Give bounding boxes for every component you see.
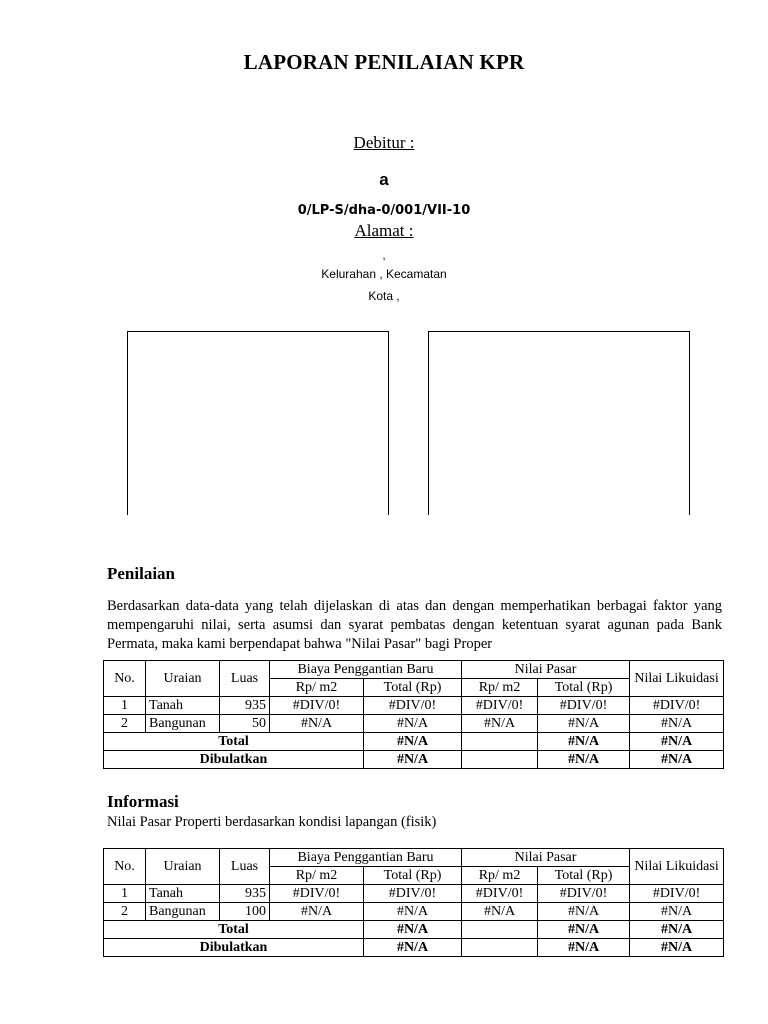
cell-np-total: #N/A [538,715,630,733]
cell-no: 1 [104,885,146,903]
cell-likuidasi: #N/A [630,903,724,921]
cell-bpb-total: #DIV/0! [364,885,462,903]
header-uraian: Uraian [146,661,220,697]
dibulatkan-empty-cell [462,751,538,769]
cell-no: 2 [104,903,146,921]
cell-bpb-total: #N/A [364,903,462,921]
total-empty-cell [462,733,538,751]
header-nilai-likuidasi: Nilai Likuidasi [630,849,724,885]
cell-uraian: Tanah [146,697,220,715]
informasi-heading: Informasi [107,792,179,811]
dibulatkan-bpb: #N/A [364,939,462,957]
header-uraian: Uraian [146,849,220,885]
cell-np-rp-m2: #DIV/0! [462,697,538,715]
table-header-row [104,661,724,679]
table-dibulatkan-row [104,939,724,957]
cell-np-rp-m2: #DIV/0! [462,885,538,903]
total-np: #N/A [538,733,630,751]
table-total-row [104,733,724,751]
cell-bpb-total: #DIV/0! [364,697,462,715]
address-line-3: Kota , [368,289,400,303]
cell-luas: 935 [220,885,270,903]
cell-luas: 50 [220,715,270,733]
header-no: No. [104,849,146,885]
total-bpb: #N/A [364,733,462,751]
cell-luas: 935 [220,697,270,715]
total-label: Total [104,921,364,939]
cell-np-total: #DIV/0! [538,885,630,903]
report-title: LAPORAN PENILAIAN KPR [243,50,525,74]
header-nilai-pasar: Nilai Pasar [462,661,630,679]
cell-uraian: Tanah [146,885,220,903]
debitur-name: a [379,170,389,189]
penilaian-paragraph: Berdasarkan data-data yang telah dijelaskan di atas dan dengan memperhatikan berbagai faktor yang mempengaruhi nilai, serta asumsi dan syarat pembatas dengan ketentuan syarat agunan pada Bank Permata, maka kami berpendapat bahwa "Nilai Pasar" bagi Proper [107,598,722,652]
document-number: 0/LP-S/dha-0/001/VII-10 [297,203,471,218]
header-rp-m2: Rp/ m2 [270,679,364,697]
informasi-table [103,848,724,957]
cell-uraian: Bangunan [146,715,220,733]
cell-bpb-rp-m2: #N/A [270,715,364,733]
total-np: #N/A [538,921,630,939]
table-row [104,715,724,733]
dibulatkan-np: #N/A [538,751,630,769]
table-row [104,697,724,715]
table-dibulatkan-row [104,751,724,769]
penilaian-heading: Penilaian [107,564,176,583]
cell-likuidasi: #DIV/0! [630,885,724,903]
header-nilai-likuidasi: Nilai Likuidasi [630,661,724,697]
header-total-rp: Total (Rp) [364,679,462,697]
alamat-label: Alamat : [354,221,414,240]
cell-bpb-total: #N/A [364,715,462,733]
header-biaya: Biaya Penggantian Baru [270,661,462,679]
cell-np-total: #N/A [538,903,630,921]
header-nilai-pasar: Nilai Pasar [462,849,630,867]
header-rp-m2: Rp/ m2 [270,867,364,885]
debitur-label: Debitur : [353,133,415,152]
address-line-1: , [382,250,386,262]
cell-likuidasi: #DIV/0! [630,697,724,715]
photo-frame-right [428,331,690,515]
total-likuidasi: #N/A [630,921,724,939]
table-total-row [104,921,724,939]
cell-no: 2 [104,715,146,733]
header-luas: Luas [220,849,270,885]
table-row [104,903,724,921]
header-total-rp: Total (Rp) [538,679,630,697]
cell-no: 1 [104,697,146,715]
dibulatkan-label: Dibulatkan [104,939,364,957]
cell-np-rp-m2: #N/A [462,715,538,733]
total-bpb: #N/A [364,921,462,939]
header-biaya: Biaya Penggantian Baru [270,849,462,867]
cell-uraian: Bangunan [146,903,220,921]
header-rp-m2: Rp/ m2 [462,867,538,885]
dibulatkan-np: #N/A [538,939,630,957]
cell-bpb-rp-m2: #DIV/0! [270,697,364,715]
dibulatkan-likuidasi: #N/A [630,939,724,957]
header-no: No. [104,661,146,697]
penilaian-table [103,660,724,769]
total-likuidasi: #N/A [630,733,724,751]
cell-likuidasi: #N/A [630,715,724,733]
total-empty-cell [462,921,538,939]
address-line-2: Kelurahan , Kecamatan [321,267,447,281]
header-luas: Luas [220,661,270,697]
cell-np-rp-m2: #N/A [462,903,538,921]
table-row [104,885,724,903]
cell-bpb-rp-m2: #DIV/0! [270,885,364,903]
photo-frame-left [127,331,389,515]
cell-np-total: #DIV/0! [538,697,630,715]
dibulatkan-likuidasi: #N/A [630,751,724,769]
table-header-row [104,849,724,867]
header-rp-m2: Rp/ m2 [462,679,538,697]
cell-luas: 100 [220,903,270,921]
header-total-rp: Total (Rp) [538,867,630,885]
dibulatkan-empty-cell [462,939,538,957]
dibulatkan-label: Dibulatkan [104,751,364,769]
informasi-subtitle: Nilai Pasar Properti berdasarkan kondisi lapangan (fisik) [107,814,437,830]
cell-bpb-rp-m2: #N/A [270,903,364,921]
header-total-rp: Total (Rp) [364,867,462,885]
dibulatkan-bpb: #N/A [364,751,462,769]
total-label: Total [104,733,364,751]
